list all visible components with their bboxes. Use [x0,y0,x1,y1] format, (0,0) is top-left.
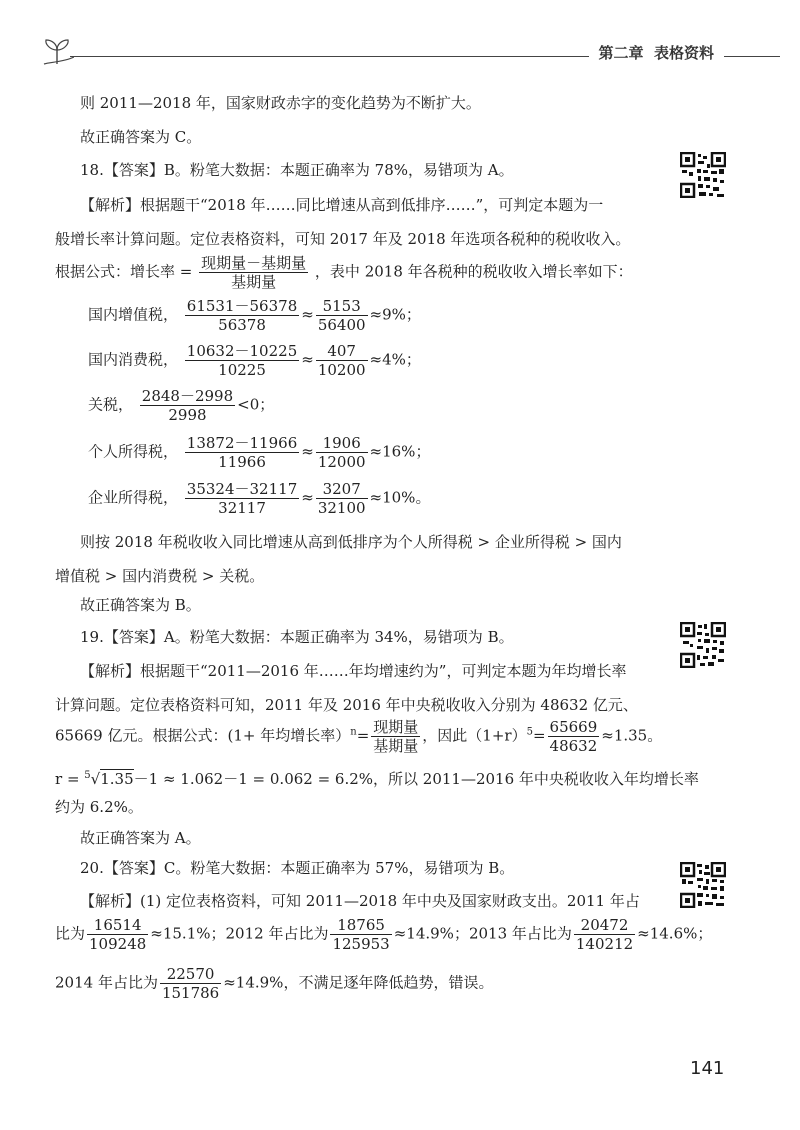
page-number: 141 [690,1058,725,1079]
chapter-number: 第二章 [598,44,644,62]
fraction: $\frac{13872-11966}{11966}$ [186,434,298,471]
calc-row-tariff: 关税， $\frac{2848-2998}{2998}$ <0； [88,387,275,424]
fraction: $\frac{20472}{140212}$ [575,916,634,953]
formula-line: 比为 $\frac{16514}{109248}$ ≈15.1%；2012 年占比为 $\frac{18765}{125953}$ ≈14.9%；2013 年占比为 $\frac{20472}{140212}$ ≈14.6%； [55,916,713,953]
fraction: $\frac{35324-32117}{32117}$ [186,480,298,517]
qr-code-icon[interactable] [680,152,726,198]
fraction: $\frac{3207}{32100}$ [317,480,366,517]
fraction: $\frac{18765}{125953}$ [332,916,390,953]
calc-row-corporate-tax: 企业所得税， $\frac{35324-32117}{32117}$ ≈ $\frac{3207}{32100}$ ≈10%。 [88,480,431,517]
fraction: $\frac{65669}{48632}$ [549,718,598,755]
text-line: 故正确答案为 C。 [80,128,202,146]
text-line: 则按 2018 年税收收入同比增速从高到低排序为个人所得税 > 企业所得税 > 国内 [80,533,622,551]
fraction: $\frac{407}{10200}$ [317,342,366,379]
text-line: 般增长率计算问题。定位表格资料，可知 2017 年及 2018 年选项各税种的税收收入。 [55,230,631,248]
text-line: 计算问题。定位表格资料可知，2011 年及 2016 年中央税收收入分别为 48632 亿元、 [55,696,638,714]
formula-line: 2014 年占比为 $\frac{22570}{151786}$ ≈14.9%，不满足逐年降低趋势，错误。 [55,965,494,1002]
analysis-18: 【解析】根据题干“2018 年……同比增速从高到低排序……”，可判定本题为一 [80,196,604,214]
answer-19: 19.【答案】A。粉笔大数据：本题正确率为 34%，易错项为 B。 [80,628,514,646]
formula-line: 65669 亿元。根据公式：(1+ 年均增长率）$^n$= $\frac{\text{现期量}}{\text{基期量}}$ ，因此$(1+r)^5=$ $\frac{65669}{48632}$ ≈1.35。 [55,718,663,755]
qr-code-icon[interactable] [680,862,726,908]
fraction: $\frac{2848-2998}{2998}$ [141,387,234,424]
text-line: 则 2011—2018 年，国家财政赤字的变化趋势为不断扩大。 [80,94,481,112]
fraction: $\frac{5153}{56400}$ [317,297,366,334]
calc-row-personal-tax: 个人所得税， $\frac{13872-11966}{11966}$ ≈ $\frac{1906}{12000}$ ≈16%； [88,434,431,471]
analysis-20: 【解析】(1) 定位表格资料，可知 2011—2018 年中央及国家财政支出。2011 年占 [80,892,640,910]
fraction: $\frac{\text{现期量－基期量}}{\text{基期量}}$ [201,254,307,291]
formula-line: r = $^5$√1.35－1 ≈ 1.062－1 = 0.062 = 6.2%，所以 2011—2016 年中央税收收入年均增长率 [55,770,699,788]
calc-row-vat: 国内增值税， $\frac{61531-56378}{56378}$ ≈ $\frac{5153}{56400}$ ≈9%； [88,297,421,334]
fraction: $\frac{22570}{151786}$ [161,965,220,1002]
formula-line: 根据公式：增长率 = $\frac{\text{现期量－基期量}}{\text{基期量}}$ ，表中 2018 年各税种的税收收入增长率如下： [55,254,633,291]
chapter-title [589,42,724,63]
analysis-19: 【解析】根据题干“2011—2016 年……年均增速约为”，可判定本题为年均增长率 [80,662,627,680]
fraction: $\frac{16514}{109248}$ [89,916,147,953]
chapter-name: 表格资料 [653,44,714,62]
fraction: $\frac{1906}{12000}$ [317,434,366,471]
answer-18: 18.【答案】B。粉笔大数据：本题正确率为 78%，易错项为 A。 [80,161,514,179]
text-line: 故正确答案为 B。 [80,596,201,614]
qr-code-icon[interactable] [680,622,726,668]
calc-row-consumption: 国内消费税， $\frac{10632-10225}{10225}$ ≈ $\frac{407}{10200}$ ≈4%； [88,342,421,379]
text-line: 故正确答案为 A。 [80,829,201,847]
fraction: $\frac{\text{现期量}}{\text{基期量}}$ [373,718,419,755]
fraction: $\frac{61531-56378}{56378}$ [186,297,298,334]
text-line: 约为 6.2%。 [55,798,143,816]
text-line: 增值税 > 国内消费税 > 关税。 [55,567,265,585]
page-header [40,38,780,68]
answer-20: 20.【答案】C。粉笔大数据：本题正确率为 57%，易错项为 B。 [80,859,515,877]
sprout-icon [40,38,74,68]
fraction: $\frac{10632-10225}{10225}$ [186,342,298,379]
